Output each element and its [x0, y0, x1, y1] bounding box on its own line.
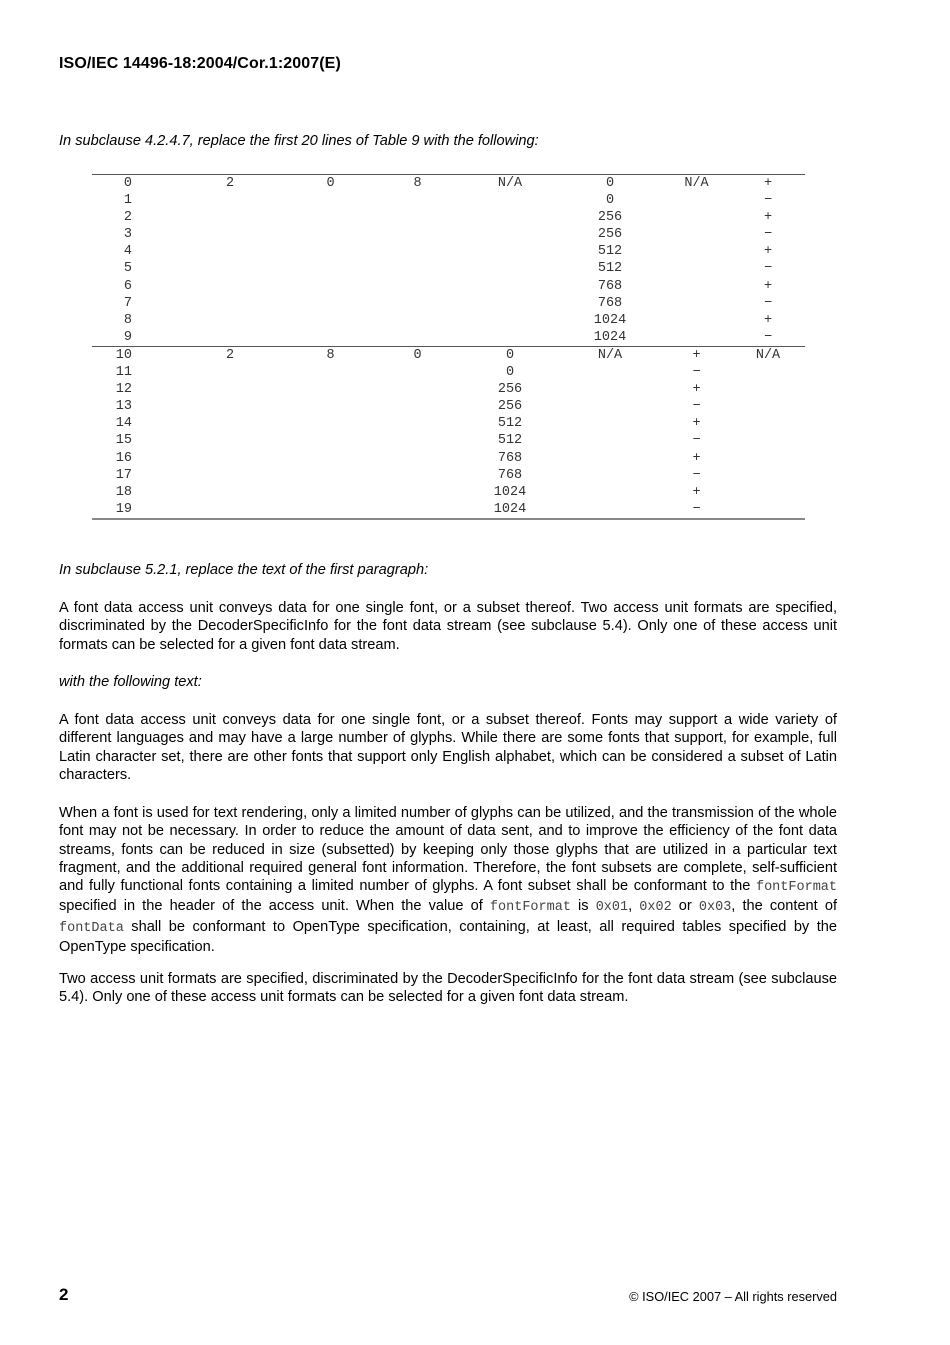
- table-row: [92, 450, 805, 467]
- table-cell: +: [692, 450, 701, 466]
- table-row: [92, 381, 805, 398]
- table-cell: +: [692, 484, 701, 500]
- table-row: [92, 415, 805, 432]
- text-segment: , the content of: [731, 898, 838, 915]
- table-cell: [462, 226, 558, 243]
- table-cell: N/A: [684, 176, 709, 191]
- table-cell: [373, 278, 462, 295]
- table-cell: 1: [123, 193, 132, 209]
- table-cell: [172, 432, 288, 449]
- subclause-instruction: In subclause 5.2.1, replace the text of the first paragraph:: [59, 562, 429, 578]
- text-segment: or: [671, 898, 699, 915]
- table-cell: [172, 278, 288, 295]
- table-cell: [373, 364, 462, 381]
- table-instruction: In subclause 4.2.4.7, replace the first 20 lines of Table 9 with the following:: [59, 133, 539, 149]
- table-cell: [731, 364, 805, 381]
- table-cell: 768: [497, 467, 523, 483]
- table-cell: [288, 243, 373, 260]
- code-value: 0x03: [698, 900, 732, 916]
- table-cell: N/A: [497, 176, 523, 191]
- table-cell: [288, 278, 373, 295]
- table-cell: +: [763, 210, 773, 226]
- table-cell: 0: [605, 176, 615, 191]
- table-cell: N/A: [558, 346, 662, 364]
- table-cell: [172, 381, 288, 398]
- table-cell: [662, 260, 731, 277]
- table-cell: −: [763, 261, 773, 277]
- table-cell: 256: [597, 227, 623, 243]
- table-cell: [662, 192, 731, 209]
- table-cell: [731, 432, 805, 449]
- code-fontformat: fontFormat: [489, 900, 571, 916]
- table-cell: [373, 415, 462, 432]
- table-cell: [172, 484, 288, 501]
- table-cell: 1024: [593, 329, 627, 345]
- table-cell: 5: [123, 261, 132, 277]
- table-cell: 0: [326, 176, 335, 191]
- table-cell: 18: [115, 484, 132, 500]
- table-cell: [558, 398, 662, 415]
- table-cell: 1024: [493, 484, 527, 500]
- table-cell: 0: [373, 346, 462, 364]
- code-value: 0x01: [595, 900, 629, 916]
- table-cell: 512: [597, 261, 623, 277]
- table-cell: [373, 432, 462, 449]
- table-cell: −: [692, 365, 701, 381]
- table-cell: 0: [123, 176, 132, 191]
- new-paragraph-2: [59, 804, 837, 956]
- table-cell: [558, 432, 662, 449]
- table-cell: [662, 312, 731, 329]
- table-cell: [172, 192, 288, 209]
- table-cell: −: [692, 467, 701, 483]
- table-cell: [288, 192, 373, 209]
- table-cell: [662, 209, 731, 226]
- table-cell: [373, 260, 462, 277]
- data-table: [92, 174, 805, 520]
- table-row: [92, 175, 805, 193]
- table-cell: 768: [497, 450, 523, 466]
- table-cell: 3: [123, 227, 132, 243]
- table-row: [92, 209, 805, 226]
- table-cell: [373, 312, 462, 329]
- code-fontformat: fontFormat: [755, 880, 837, 896]
- table-cell: [172, 209, 288, 226]
- table-cell: −: [763, 295, 773, 311]
- table-cell: [731, 501, 805, 519]
- table-cell: [288, 398, 373, 415]
- table-cell: [462, 192, 558, 209]
- document-header-title: ISO/IEC 14496-18:2004/Cor.1:2007(E): [59, 55, 341, 72]
- table-cell: [731, 484, 805, 501]
- table-cell: +: [763, 244, 773, 260]
- table-cell: [373, 226, 462, 243]
- table-cell: [288, 415, 373, 432]
- table-cell: 11: [115, 365, 132, 381]
- table-row: [92, 312, 805, 329]
- table-cell: +: [763, 278, 773, 294]
- table-cell: [731, 398, 805, 415]
- table-cell: 256: [597, 210, 623, 226]
- table-cell: [172, 260, 288, 277]
- table-cell: [288, 501, 373, 519]
- table-cell: [373, 381, 462, 398]
- table-row: [92, 484, 805, 501]
- table-cell: [462, 312, 558, 329]
- table-cell: −: [763, 193, 773, 209]
- table-cell: [558, 484, 662, 501]
- text-segment: is: [570, 898, 596, 915]
- copyright-notice: © ISO/IEC 2007 – All rights reserved: [629, 1289, 837, 1304]
- table-cell: [172, 501, 288, 519]
- table-cell: 0: [605, 193, 615, 209]
- table-cell: 2: [172, 346, 288, 364]
- table-cell: [558, 415, 662, 432]
- table-cell: [288, 226, 373, 243]
- table-cell: [373, 450, 462, 467]
- table-row: [92, 278, 805, 295]
- table-cell: [373, 192, 462, 209]
- table-cell: [731, 415, 805, 432]
- table-cell: [172, 415, 288, 432]
- table-cell: [462, 295, 558, 312]
- table-cell: [558, 381, 662, 398]
- table-cell: [288, 329, 373, 347]
- table-cell: 512: [497, 416, 523, 432]
- table-cell: [172, 226, 288, 243]
- table-cell: 15: [115, 433, 132, 449]
- table-cell: 512: [497, 433, 523, 449]
- table-cell: [288, 450, 373, 467]
- table-cell: 1024: [493, 501, 527, 517]
- text-segment: ,: [628, 898, 640, 915]
- table-cell: [172, 398, 288, 415]
- table-cell: [731, 450, 805, 467]
- table-cell: [462, 209, 558, 226]
- table-cell: [558, 467, 662, 484]
- table-row: [92, 346, 805, 364]
- table-cell: [172, 312, 288, 329]
- table-cell: [288, 432, 373, 449]
- table-cell: [373, 484, 462, 501]
- table-cell: 12: [115, 382, 132, 398]
- text-segment: When a font is used for text rendering, only a limited number of glyphs can be utilized, and the transmission of the whole font may not be necessary. In order to reduce the amount of data sent, and to improve the efficiency of the font data streams, fonts can be reduced in size (subsetted) by keeping only those glyphs that are utilized in a particular text fragment, and the additional required general font information. Therefore, the font subsets are complete, self-sufficient and fully functional fonts containing a limited number of glyphs. A font subset shall be conformant to the: [59, 805, 837, 895]
- new-paragraph-3: Two access unit formats are specified, discriminated by the DecoderSpecificInfo for the font data stream (see subclause 5.4). Only one of these access unit formats can be selected for a given font data stream.: [59, 971, 837, 1006]
- table-cell: N/A: [731, 346, 805, 364]
- table-cell: 2: [123, 210, 132, 226]
- table-cell: 1024: [593, 312, 627, 328]
- table-cell: [172, 364, 288, 381]
- table-row: [92, 192, 805, 209]
- table-cell: [288, 209, 373, 226]
- table-row: [92, 398, 805, 415]
- table-cell: 768: [597, 295, 623, 311]
- table-cell: 0: [462, 346, 558, 364]
- table-cell: [172, 450, 288, 467]
- table-body: [92, 175, 805, 519]
- table-cell: 2: [225, 176, 235, 191]
- table-cell: [373, 501, 462, 519]
- text-segment: specified in the header of the access unit. When the value of: [59, 898, 490, 915]
- table-row: [92, 260, 805, 277]
- table-cell: [558, 364, 662, 381]
- table-cell: +: [692, 382, 701, 398]
- table-cell: 19: [115, 501, 132, 517]
- table-cell: [662, 278, 731, 295]
- code-fontdata: fontData: [59, 920, 124, 936]
- table-cell: [172, 295, 288, 312]
- table-cell: [288, 484, 373, 501]
- table-cell: 13: [115, 399, 132, 415]
- table-cell: [373, 243, 462, 260]
- table-row: [92, 295, 805, 312]
- table-cell: [172, 329, 288, 347]
- table-cell: [172, 467, 288, 484]
- table-9-excerpt: [92, 174, 805, 520]
- table-cell: 8: [288, 346, 373, 364]
- table-cell: [288, 364, 373, 381]
- table-cell: [172, 243, 288, 260]
- table-cell: 4: [123, 244, 132, 260]
- table-cell: 10: [92, 346, 172, 364]
- table-row: [92, 226, 805, 243]
- table-cell: [462, 260, 558, 277]
- table-cell: [288, 312, 373, 329]
- table-cell: −: [692, 399, 701, 415]
- table-cell: 0: [505, 365, 515, 381]
- old-paragraph: A font data access unit conveys data for one single font, or a subset thereof. Two access unit formats are specified, discriminated by the DecoderSpecificInfo for the font data stream (see subclause 5.4). Only one of these access unit formats can be selected for a given font data stream.: [59, 600, 837, 653]
- table-cell: [662, 226, 731, 243]
- table-cell: −: [692, 501, 701, 517]
- table-cell: [373, 398, 462, 415]
- table-row: [92, 432, 805, 449]
- table-cell: [462, 329, 558, 347]
- table-row: [92, 243, 805, 260]
- table-cell: [288, 295, 373, 312]
- table-cell: [373, 209, 462, 226]
- table-cell: 14: [115, 416, 132, 432]
- table-cell: 768: [597, 278, 623, 294]
- table-cell: −: [763, 227, 773, 243]
- table-cell: +: [763, 312, 773, 328]
- table-cell: [662, 295, 731, 312]
- table-cell: 256: [497, 382, 523, 398]
- code-value: 0x02: [639, 900, 672, 916]
- table-cell: +: [692, 416, 701, 432]
- table-cell: [558, 450, 662, 467]
- table-cell: 16: [115, 450, 132, 466]
- table-cell: 17: [115, 467, 132, 483]
- table-cell: [373, 467, 462, 484]
- table-cell: +: [662, 346, 731, 364]
- text-segment: shall be conformant to OpenType specification, containing, at least, all required tables specified by the OpenType specification.: [59, 918, 837, 956]
- table-cell: [462, 278, 558, 295]
- page-number: 2: [59, 1285, 69, 1304]
- table-cell: 9: [123, 329, 132, 345]
- table-row: [92, 364, 805, 381]
- table-cell: [288, 260, 373, 277]
- table-cell: 6: [123, 278, 132, 294]
- table-cell: 8: [123, 312, 132, 328]
- replacement-instruction: with the following text:: [59, 674, 202, 690]
- table-cell: +: [763, 176, 773, 191]
- table-cell: [731, 381, 805, 398]
- table-cell: −: [692, 433, 701, 449]
- table-cell: [462, 243, 558, 260]
- table-cell: [288, 467, 373, 484]
- table-cell: [558, 501, 662, 519]
- table-cell: [662, 243, 731, 260]
- new-paragraph-1: A font data access unit conveys data for one single font, or a subset thereof. Fonts may support a wide variety of different languages and may have a large number of glyphs. While there are some fonts that support, for example, full Latin character set, there are other fonts that support only English alphabet, which can be considered a subset of Latin characters.: [59, 712, 837, 783]
- table-row: [92, 467, 805, 484]
- table-cell: −: [763, 329, 773, 345]
- table-cell: [662, 329, 731, 347]
- table-cell: 7: [123, 295, 132, 311]
- table-cell: [288, 381, 373, 398]
- table-cell: [373, 329, 462, 347]
- table-cell: [373, 295, 462, 312]
- table-cell: 512: [597, 244, 623, 260]
- table-row: [92, 501, 805, 519]
- table-cell: 8: [413, 176, 422, 191]
- table-row: [92, 329, 805, 347]
- table-cell: 256: [497, 399, 523, 415]
- table-cell: [731, 467, 805, 484]
